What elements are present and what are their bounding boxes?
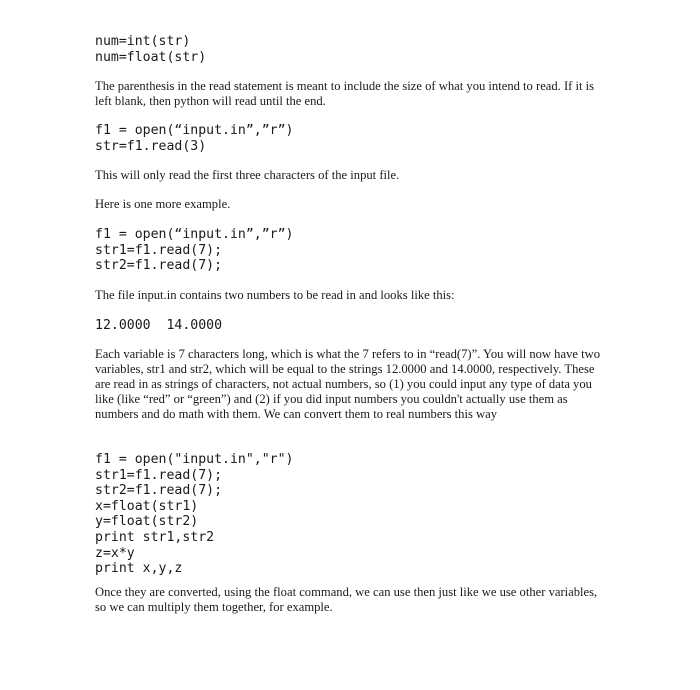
paragraph-variable-length-explanation: Each variable is 7 characters long, which is what the 7 refers to in “read(7)”. You will now have two variables, str1 and str2, which will be equal to the strings 12.0000 and 14.0000, respectively. These are read in as strings of characters, not actual numbers, so (1) you could input any type of data you like (like “red” or “green”) and (2) if you did input numbers you couldn't actually use them as numbers and do math with them. We can convert them to real numbers this way (95, 347, 600, 421)
paragraph-float-usage-note: Once they are converted, using the float command, we can use then just like we use other variables, so we can multiply them together, for example. (95, 585, 598, 614)
paragraph-input-file-description: The file input.in contains two numbers to be read in and looks like this: (95, 288, 455, 302)
paragraph-first-three-characters: This will only read the first three characters of the input file. (95, 168, 400, 182)
code-block-read-two-strings: f1 = open(“input.in”,”r”) str1=f1.read(7); str2=f1.read(7); (95, 227, 294, 274)
code-block-read-three-characters: f1 = open(“input.in”,”r”) str=f1.read(3) (95, 123, 294, 154)
code-block-int-float-conversion: num=int(str) num=float(str) (95, 34, 207, 65)
paragraph-one-more-example: Here is one more example. (95, 197, 231, 211)
code-block-input-file-contents: 12.0000 14.0000 (95, 318, 223, 333)
code-block-float-conversion-example: f1 = open("input.in","r") str1=f1.read(7); str2=f1.read(7); x=float(str1) y=float(str2) print str1,str2 z=x*y print x,y,z (95, 452, 294, 577)
paragraph-read-size-explanation: The parenthesis in the read statement is meant to include the size of what you intend to read. If it is left blank, then python will read until the end. (95, 79, 595, 108)
